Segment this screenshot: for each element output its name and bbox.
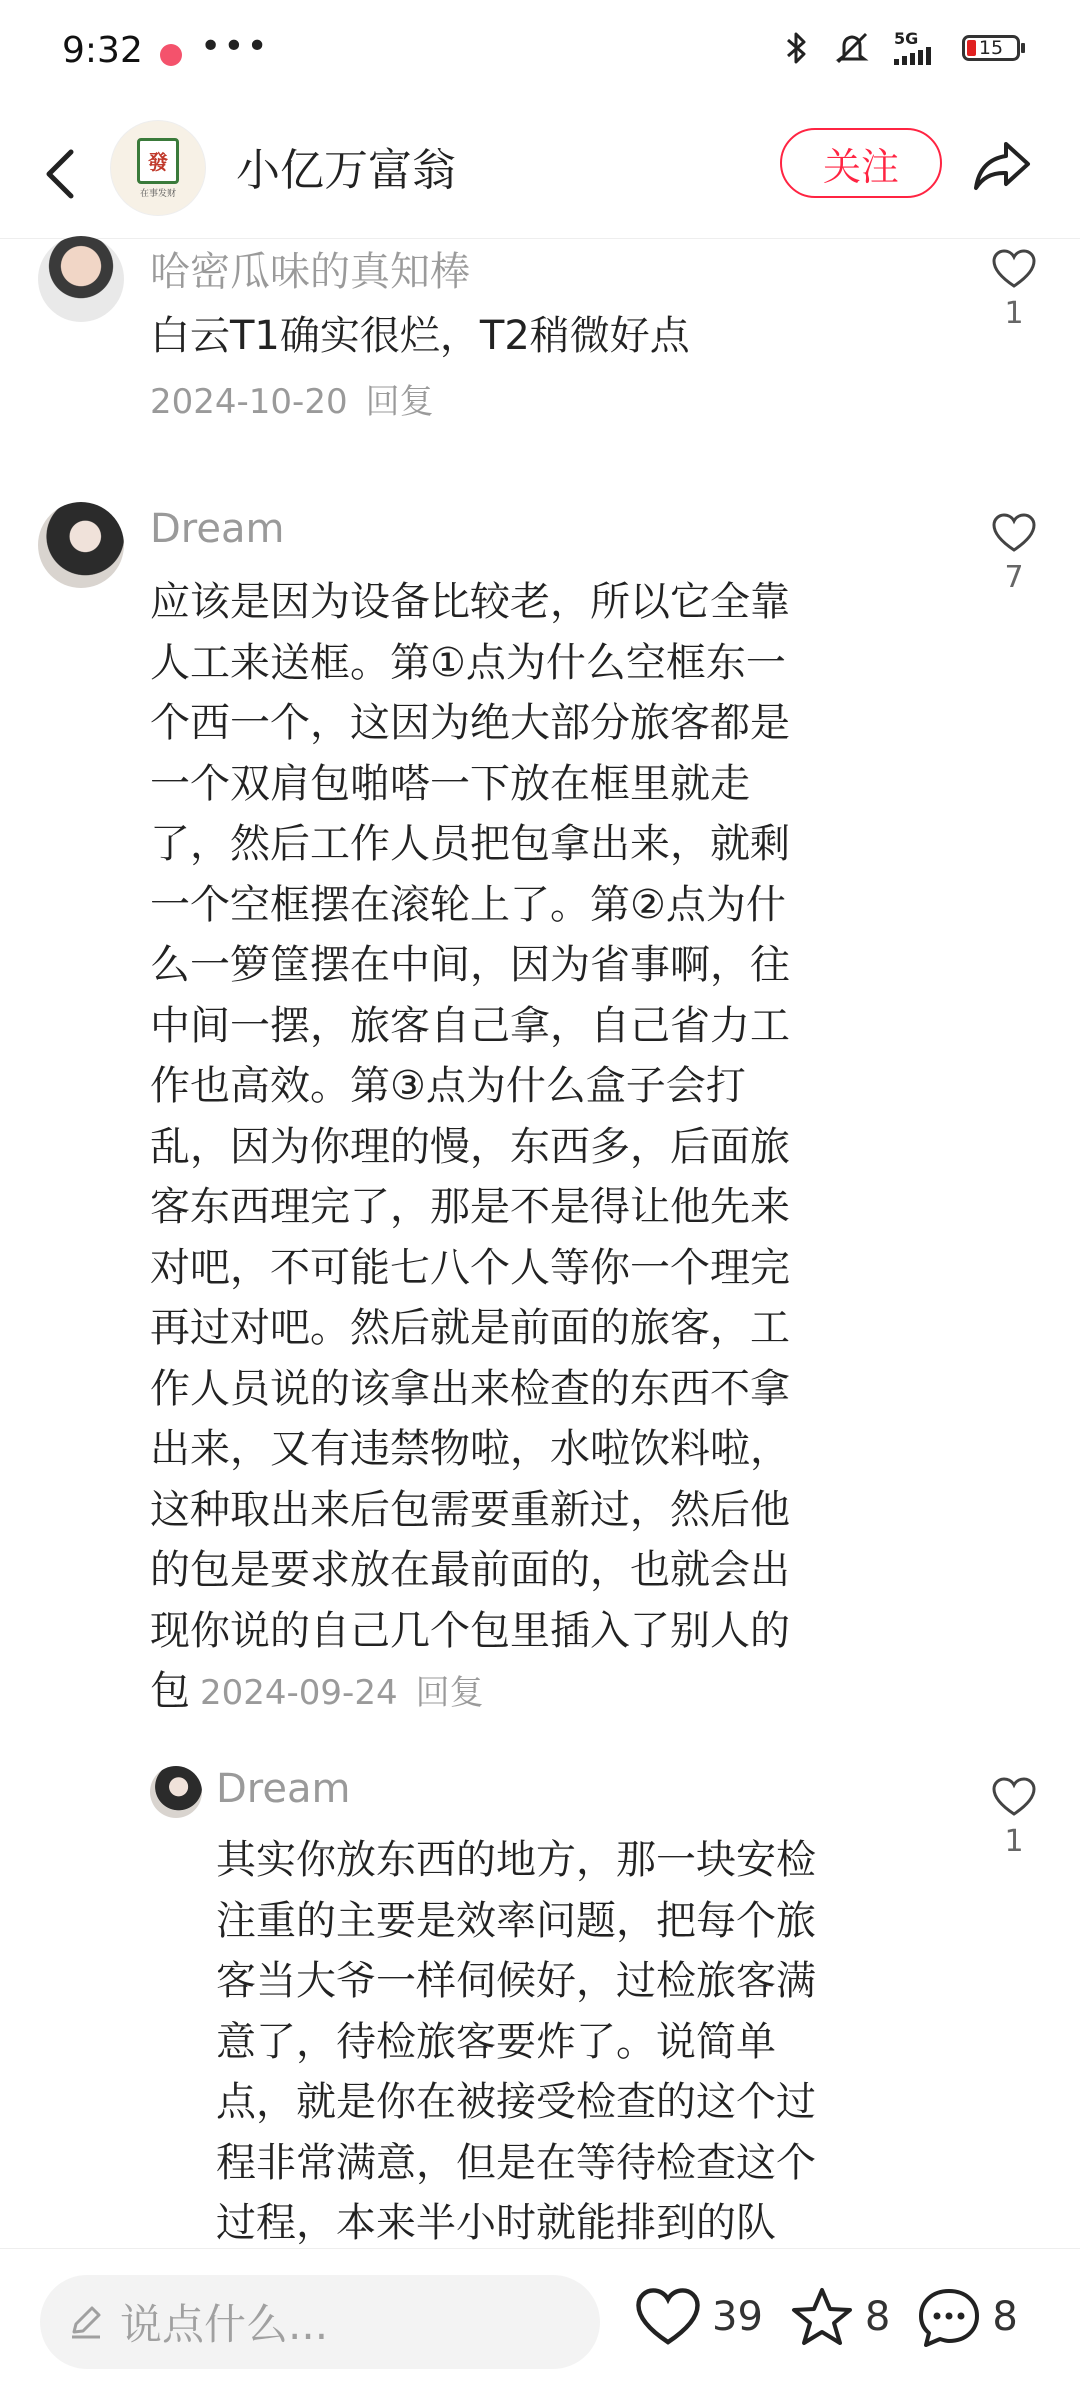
bottom-action-bar: [0, 2248, 1080, 2401]
like-count: 1: [1004, 296, 1024, 331]
text-line: 的包是要求放在最前面的，也就会出: [150, 1547, 790, 1593]
recording-indicator-icon: [160, 44, 182, 66]
commenter-name[interactable]: Dream: [150, 506, 285, 552]
comment-icon: [916, 2285, 982, 2349]
text-line: 作人员说的该拿出来检查的东西不拿: [150, 1365, 790, 1412]
commenter-avatar[interactable]: [150, 1766, 202, 1818]
like-count: 7: [1004, 560, 1024, 595]
text-line: 对吧，不可能七八个人等你一个理完: [150, 1244, 790, 1291]
network-type: 5G: [894, 29, 919, 48]
bluetooth-icon: [784, 30, 810, 66]
share-button[interactable]: [970, 134, 1034, 198]
comment-like-button[interactable]: [982, 248, 1046, 331]
text-line: 了，然后工作人员把包拿出来，就剩: [150, 821, 790, 867]
text-line: 这种取出来后包需要重新过，然后他: [150, 1486, 790, 1533]
note-actions: [634, 2285, 1044, 2349]
text-line: 应该是因为设备比较老，所以它全靠: [150, 579, 790, 625]
text-line: 一个空框摆在滚轮上了。第②点为什: [150, 881, 786, 928]
heart-icon: [634, 2286, 702, 2348]
note-header: [0, 110, 1080, 239]
text-line: 过程，本来半小时就能排到的队: [216, 2200, 776, 2246]
text-line: 其实你放东西的地方，那一块安检: [216, 1837, 816, 1883]
battery-level: 15: [978, 37, 1004, 59]
reply-button[interactable]: 回复: [415, 1673, 484, 1713]
comment-text: [150, 572, 790, 1724]
more-notifications-icon: •••: [200, 26, 270, 67]
like-count: 1: [1004, 1824, 1024, 1859]
avatar-logo: 發: [137, 138, 179, 184]
status-time: 9:32: [62, 30, 143, 71]
comment-meta: [150, 370, 434, 433]
heart-icon: [991, 512, 1037, 554]
back-button[interactable]: [30, 136, 90, 212]
text-line: 么一箩筐摆在中间，因为省事啊，往: [150, 942, 790, 988]
text-line: 再过对吧。然后就是前面的旅客，工: [150, 1305, 790, 1351]
comment-text: [216, 1830, 816, 2254]
text-line: 个西一个，这因为绝大部分旅客都是: [150, 700, 790, 746]
comment-like-button[interactable]: [982, 512, 1046, 595]
avatar-caption: 在事发财: [139, 188, 176, 199]
commenter-name[interactable]: 哈密瓜味的真知棒: [150, 249, 470, 295]
author-name[interactable]: 小亿万富翁: [236, 145, 456, 196]
follow-button[interactable]: 关注: [780, 128, 942, 198]
text-line: 注重的主要是效率问题，把每个旅: [216, 1897, 816, 1944]
text-line: 程非常满意，但是在等待检查这个: [216, 2139, 816, 2186]
pencil-icon: [66, 2302, 106, 2342]
heart-icon: [991, 248, 1037, 290]
commenter-name[interactable]: Dream: [216, 1766, 351, 1812]
text-line: 意了，待检旅客要炸了。说简单: [216, 2018, 776, 2065]
commenter-avatar[interactable]: [38, 236, 124, 322]
commenter-avatar[interactable]: [38, 502, 124, 588]
input-placeholder: 说点什么...: [120, 2300, 329, 2349]
favorite-total: 8: [864, 2294, 891, 2340]
text-line: 现你说的自己几个包里插入了别人的: [150, 1607, 790, 1654]
mute-icon: [832, 30, 872, 66]
status-bar: [0, 0, 1080, 110]
text-fragment: 包: [150, 1668, 190, 1714]
comment-text: 白云T1确实很烂，T2稍微好点: [150, 313, 690, 359]
like-button[interactable]: [634, 2286, 763, 2348]
text-line: 作也高效。第③点为什么盒子会打: [150, 1063, 746, 1109]
comment-date: 2024-09-24: [200, 1673, 398, 1713]
comment-like-button[interactable]: [982, 1776, 1046, 1859]
comments-button[interactable]: [916, 2285, 1017, 2349]
comment-total: 8: [992, 2294, 1018, 2340]
text-line: 点，就是你在被接受检查的这个过: [216, 2079, 816, 2125]
text-line: 中间一摆，旅客自己拿，自己省力工: [150, 1002, 790, 1049]
star-icon: [789, 2285, 855, 2349]
text-line: 客东西理完了，那是不是得让他先来: [150, 1184, 790, 1230]
text-line: 出来，又有违禁物啦，水啦饮料啦，: [150, 1426, 790, 1472]
signal-icon: [894, 31, 940, 65]
share-icon: [970, 134, 1034, 198]
favorite-button[interactable]: [789, 2285, 890, 2349]
battery-icon: [962, 35, 1020, 61]
text-line: 人工来送框。第①点为什么空框东一: [150, 639, 786, 686]
text-line: 乱，因为你理的慢，东西多，后面旅: [150, 1123, 790, 1170]
text-line: 一个双肩包啪嗒一下放在框里就走: [150, 760, 750, 807]
reply-button[interactable]: 回复: [365, 382, 434, 422]
comment-input[interactable]: [40, 2275, 600, 2369]
status-icons: [784, 30, 1020, 66]
like-total: 39: [712, 2294, 763, 2340]
text-line: 客当大爷一样伺候好，过检旅客满: [216, 1958, 816, 2004]
text-line: [150, 1661, 790, 1724]
heart-icon: [991, 1776, 1037, 1818]
author-avatar[interactable]: [110, 120, 206, 216]
back-icon: [43, 146, 77, 202]
comment-date: 2024-10-20: [150, 382, 348, 422]
